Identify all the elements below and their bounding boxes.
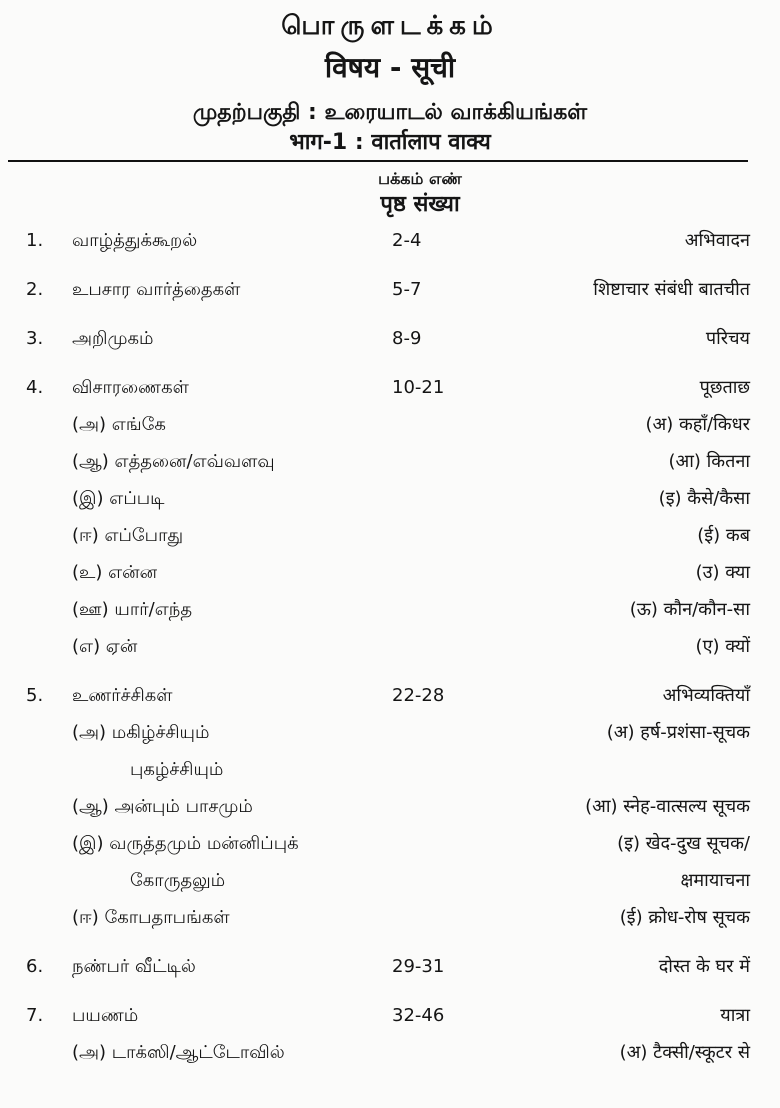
- toc-subentry: [0, 831, 780, 868]
- toc-subentry: [0, 905, 780, 942]
- toc-entry: [0, 326, 780, 363]
- entry-number: 3.: [26, 328, 44, 349]
- hindi-title: (ऊ) कौन/कौन-सा: [629, 599, 750, 620]
- tamil-title: (ஆ) எத்தனை/எவ்வளவு: [72, 451, 275, 472]
- hindi-title: शिष्टाचार संबंधी बातचीत: [593, 279, 750, 300]
- hindi-title: (अ) टैक्सी/स्कूटर से: [619, 1042, 750, 1063]
- tamil-title: (ஊ) யார்/எந்த: [72, 599, 193, 620]
- hindi-title: (अ) हर्ष-प्रशंसा-सूचक: [606, 722, 750, 743]
- tamil-title: (இ) வருத்தமும் மன்னிப்புக்: [72, 833, 299, 854]
- part-heading-tamil: முதற்பகுதி : உரையாடல் வாக்கியங்கள்: [192, 100, 588, 125]
- page-range: 5-7: [392, 279, 422, 300]
- hindi-title: अभिव्यक्तियाँ: [662, 685, 750, 706]
- entry-number: 2.: [26, 279, 44, 300]
- toc-subentry: [0, 449, 780, 486]
- entry-number: 7.: [26, 1005, 44, 1026]
- part-heading-hindi: भाग-1 : वार्तालाप वाक्य: [289, 130, 491, 155]
- toc-subentry: [0, 794, 780, 831]
- entry-number: 4.: [26, 377, 44, 398]
- hindi-title: (ए) क्यों: [695, 636, 750, 657]
- tamil-title: உணர்ச்சிகள்: [72, 685, 173, 706]
- toc-subentry: [0, 523, 780, 560]
- hindi-title: (इ) कैसे/कैसा: [658, 488, 750, 509]
- contents-list: [0, 228, 780, 1077]
- hindi-title: दोस्त के घर में: [658, 956, 750, 977]
- tamil-title: பயணம்: [72, 1005, 139, 1026]
- toc-subentry: [0, 560, 780, 597]
- page-range: 8-9: [392, 328, 422, 349]
- toc-entry: [0, 277, 780, 314]
- tamil-title: விசாரணைகள்: [72, 377, 189, 398]
- title-tamil: பொருளடக்கம்: [281, 11, 499, 41]
- toc-subentry: [0, 757, 780, 794]
- page-range: 29-31: [392, 956, 445, 977]
- toc-subentry: [0, 1040, 780, 1077]
- hindi-title: यात्रा: [720, 1005, 750, 1026]
- entry-number: 5.: [26, 685, 44, 706]
- tamil-title: (எ) ஏன்: [72, 636, 138, 657]
- toc-entry: [0, 228, 780, 265]
- hindi-title: अभिवादन: [684, 230, 750, 251]
- tamil-title: (ஈ) கோபதாபங்கள்: [72, 907, 230, 928]
- page-range: 32-46: [392, 1005, 445, 1026]
- tamil-title: கோருதலும்: [130, 870, 226, 891]
- hindi-title: (ई) कब: [697, 525, 750, 546]
- page-column-heading-hindi: पृष्ठ संख्या: [380, 192, 460, 217]
- hindi-title: क्षमायाचना: [680, 870, 750, 891]
- toc-entry: [0, 1003, 780, 1040]
- page-range: 2-4: [392, 230, 422, 251]
- toc-subentry: [0, 597, 780, 634]
- hindi-title: (इ) खेद-दुख सूचक/: [617, 833, 750, 854]
- toc-subentry: [0, 634, 780, 671]
- page-range: 10-21: [392, 377, 445, 398]
- hindi-title: (आ) कितना: [668, 451, 750, 472]
- tamil-title: அறிமுகம்: [72, 328, 154, 349]
- toc-entry: [0, 954, 780, 991]
- hindi-title: (उ) क्या: [695, 562, 750, 583]
- hindi-title: परिचय: [705, 328, 750, 349]
- page-range: 22-28: [392, 685, 445, 706]
- divider-line: [8, 160, 748, 162]
- tamil-title: (அ) டாக்ஸி/ஆட்டோவில்: [72, 1042, 285, 1063]
- toc-entry: [0, 375, 780, 412]
- toc-subentry: [0, 486, 780, 523]
- tamil-title: (இ) எப்படி: [72, 488, 165, 509]
- hindi-title: पूछताछ: [699, 377, 750, 398]
- toc-subentry: [0, 720, 780, 757]
- hindi-title: (अ) कहाँ/किधर: [645, 414, 750, 435]
- toc-subentry: [0, 412, 780, 449]
- tamil-title: (அ) எங்கே: [72, 414, 166, 435]
- toc-subentry: [0, 868, 780, 905]
- entry-number: 1.: [26, 230, 44, 251]
- tamil-title: (ஆ) அன்பும் பாசமும்: [72, 796, 253, 817]
- hindi-title: (आ) स्नेह-वात्सल्य सूचक: [585, 796, 750, 817]
- tamil-title: வாழ்த்துக்கூறல்: [72, 230, 198, 251]
- tamil-title: நண்பர் வீட்டில்: [72, 956, 196, 977]
- title-hindi: विषय - सूची: [324, 51, 456, 84]
- page-column-heading-tamil: பக்கம் எண்: [378, 169, 462, 188]
- tamil-title: (அ) மகிழ்ச்சியும்: [72, 722, 210, 743]
- toc-entry: [0, 683, 780, 720]
- tamil-title: (ஈ) எப்போது: [72, 525, 184, 546]
- tamil-title: (உ) என்ன: [72, 562, 158, 583]
- tamil-title: உபசார வார்த்தைகள்: [72, 279, 241, 300]
- entry-number: 6.: [26, 956, 44, 977]
- tamil-title: புகழ்ச்சியும்: [130, 759, 224, 780]
- hindi-title: (ई) क्रोध-रोष सूचक: [619, 907, 750, 928]
